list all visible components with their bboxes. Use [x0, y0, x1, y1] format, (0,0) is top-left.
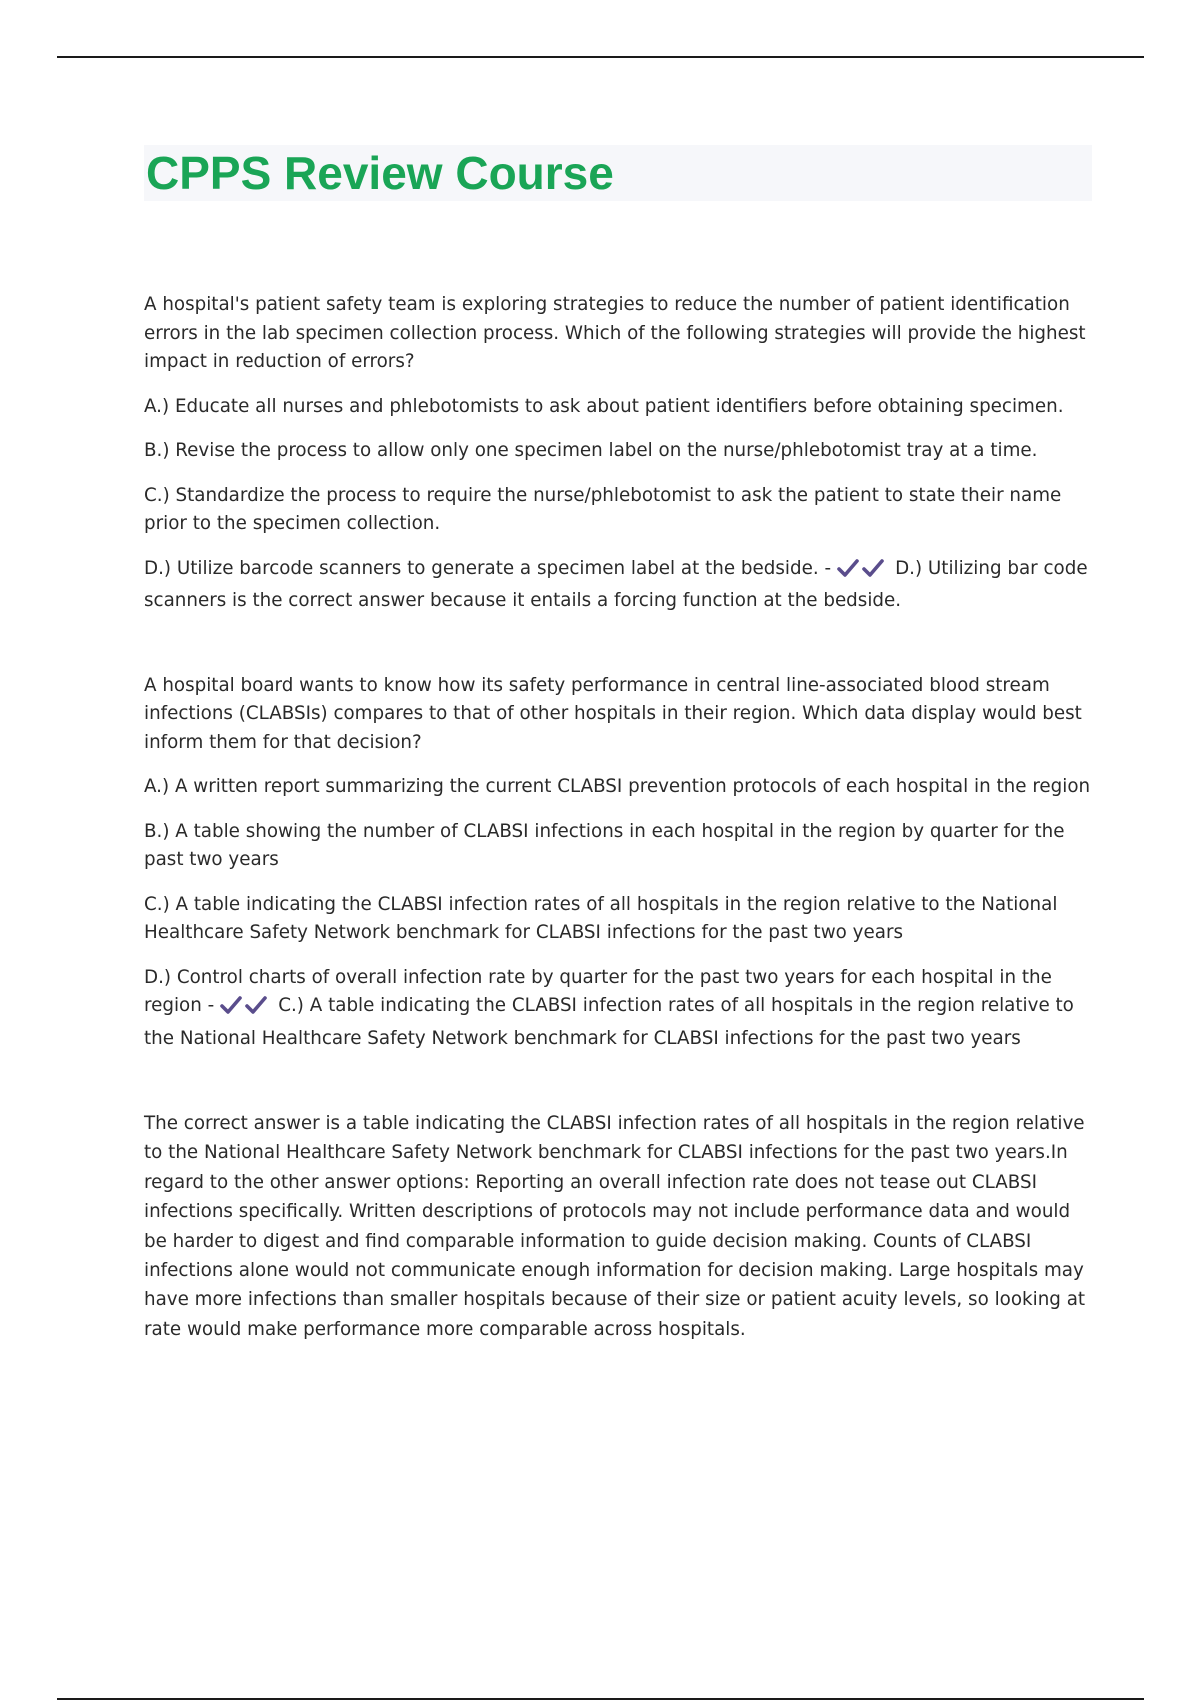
answer-explanation: The correct answer is a table indicating the CLABSI infection rates of all hospitals in the region relative to the National Healthcare Safety Network benchmark for CLABSI infections for the past two years.In regard to the other answer options: Reporting an overall infection rate does not tease out CLABSI infections specifically. Written descriptions of protocols may not include performance data and would be harder to digest and find comparable information to guide decision making. Counts of CLABSI infections alone would not communicate enough information for decision making. Large hospitals may have more infections than smaller hospitals because of their size or patient acuity levels, so looking at rate would make performance more comparable across hospitals. — [144, 1113, 1086, 1340]
option-d-with-answer — [144, 555, 1092, 616]
page-top-rule — [57, 56, 1144, 58]
answer-marker — [837, 558, 887, 588]
option-d-with-answer — [144, 964, 1092, 1054]
check-icon — [220, 995, 242, 1015]
check-icon — [862, 558, 884, 578]
check-icon — [245, 995, 267, 1015]
question-2 — [144, 672, 1092, 1054]
question-stem: A hospital's patient safety team is exploring strategies to reduce the number of patient identification errors in the lab specimen collection process. Which of the following strategies will provide the highest impact in reduction of errors? — [144, 294, 1086, 372]
correct-answer: D.) Utilizing bar code scanners is the correct answer because it entails a forcing function at the bedside. — [144, 557, 1088, 611]
check-icon — [837, 558, 859, 578]
document-title: CPPS Review Course — [146, 147, 614, 199]
question-1 — [144, 291, 1092, 616]
option-d: D.) Utilize barcode scanners to generate a specimen label at the bedside. - — [144, 557, 832, 579]
title-banner — [144, 145, 1092, 201]
option-d: D.) Control charts of overall infection rate by quarter for the past two years for each hospital in the region - — [144, 966, 1052, 1016]
option-b: B.) Revise the process to allow only one specimen label on the nurse/phlebotomist tray at a time. — [144, 440, 1038, 461]
option-a: A.) Educate all nurses and phlebotomists to ask about patient identifiers before obtaining specimen. — [144, 395, 1064, 417]
option-c: C.) Standardize the process to require the nurse/phlebotomist to ask the patient to state their name prior to the specimen collection. — [144, 484, 1062, 534]
answer-marker — [220, 995, 270, 1025]
option-b: B.) A table showing the number of CLABSI infections in each hospital in the region by quarter for the past two years — [144, 820, 1065, 870]
option-a: A.) A written report summarizing the current CLABSI prevention protocols of each hospital in the region — [144, 776, 1091, 797]
page-content — [144, 145, 1092, 1344]
option-c: C.) A table indicating the CLABSI infection rates of all hospitals in the region relative to the National Healthcare Safety Network benchmark for CLABSI infections for the past two years — [144, 893, 1058, 943]
correct-answer: C.) A table indicating the CLABSI infection rates of all hospitals in the region relative to the National Healthcare Safety Network benchmark for CLABSI infections for the past two years — [144, 995, 1074, 1049]
question-stem: A hospital board wants to know how its safety performance in central line-associated blood stream infections (CLABSIs) compares to that of other hospitals in their region. Which data display would best inform them for that decision? — [144, 674, 1082, 753]
